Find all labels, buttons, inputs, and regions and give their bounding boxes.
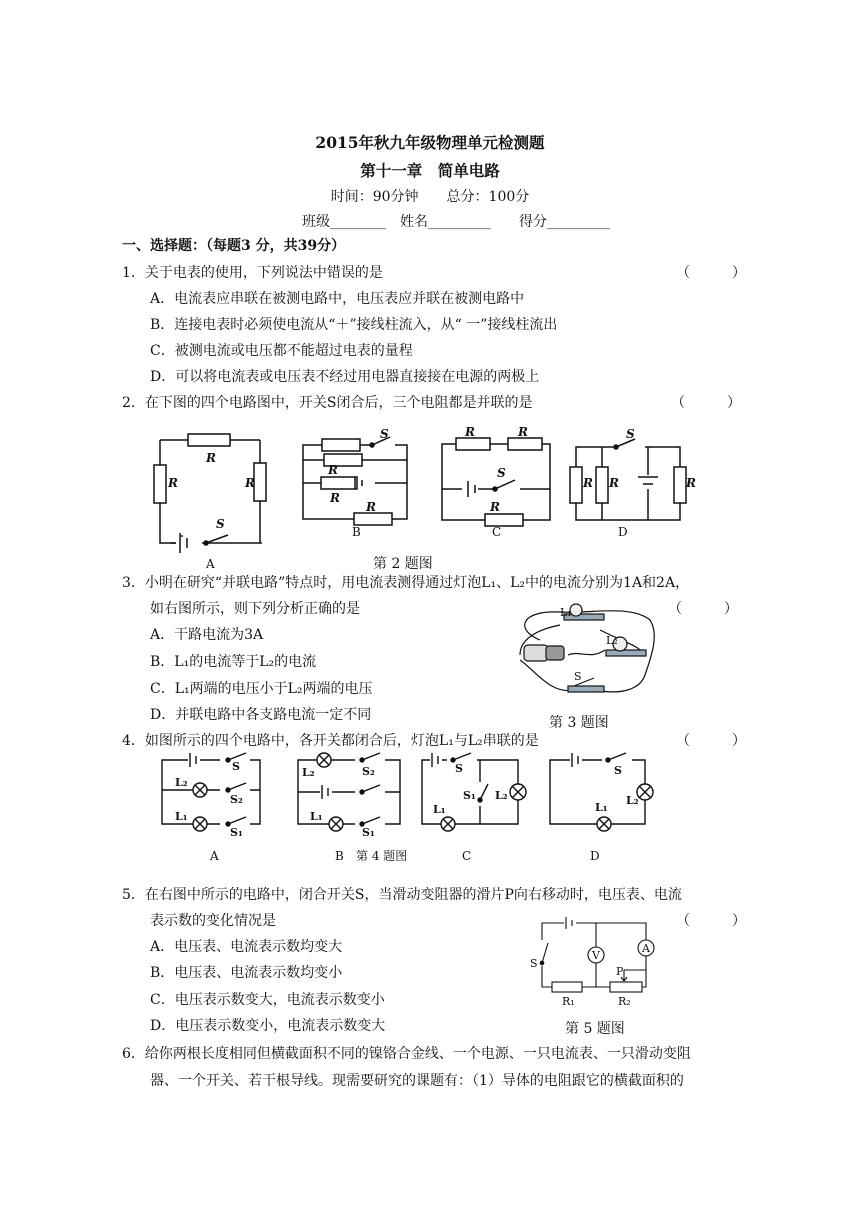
q4-circuit-d — [550, 753, 653, 831]
q5-voltmeter-label: V — [592, 949, 600, 962]
q2a-r-label-left: R — [168, 476, 178, 490]
q4-circuit-b — [298, 753, 400, 839]
q2c-r-label-2: R — [518, 425, 528, 439]
q5-option-b: B．电压表、电流表示数均变小 — [150, 965, 343, 981]
q4-circuit-c — [422, 753, 526, 831]
q2-stem: 2．在下图的四个电路图中，开关S闭合后，三个电阻都是并联的是 — [122, 395, 533, 411]
q5-stem-line2: 表示数的变化情况是 — [150, 913, 276, 929]
q4c-l2-label: L₂ — [495, 789, 508, 802]
q4-letter-a: A — [210, 849, 219, 863]
q6-line2: 器、一个开关、若干根导线。现需要研究的课题有：（1）导体的电阻跟它的横截面积的 — [150, 1073, 684, 1089]
q4d-l2-label: L₂ — [626, 794, 639, 807]
q2-letter-a: A — [206, 557, 215, 571]
q2-answer-bracket: （ ） — [671, 395, 741, 411]
q3-option-c: C．L₁两端的电压小于L₂两端的电压 — [150, 681, 373, 697]
q4d-l1-label: L₁ — [595, 801, 608, 814]
q2b-r-label-1: R — [328, 463, 338, 477]
q4-stem: 4．如图所示的四个电路中，各开关都闭合后，灯泡L₁与L₂串联的是 — [122, 733, 539, 749]
q2d-r-label-1: R — [583, 476, 593, 490]
q5-option-d: D．电压表示数变小，电流表示数变大 — [150, 1018, 386, 1034]
q5-caption: 第 5 题图 — [565, 1021, 625, 1037]
q5-r2-label: R₂ — [618, 995, 631, 1008]
q2c-r-label-3: R — [490, 500, 500, 514]
q3-option-a: A．干路电流为3A — [150, 627, 264, 643]
q5-s-label: S — [530, 957, 538, 970]
q5-stem-line1: 5．在右图中所示的电路中，闭合开关S，当滑动变阻器的滑片P向右移动时，电压表、电流 — [122, 887, 682, 903]
q1-option-d: D．可以将电流表或电压表不经过用电器直接接在电源的两极上 — [150, 369, 540, 385]
q4a-s2-label: S₂ — [230, 793, 243, 806]
q4-caption: 第 4 题图 — [356, 849, 408, 863]
q6-line1: 6．给你两根长度相同但横截面积不同的镍铬合金线、一个电源、一只电流表、一只滑动变阻 — [122, 1046, 691, 1062]
q4c-l1-label: L₁ — [433, 803, 446, 816]
q4b-s2-label: S₂ — [362, 765, 375, 778]
q3-s-label: S — [574, 670, 582, 683]
q4-letter-d: D — [590, 849, 600, 863]
q5-p-label: P — [616, 965, 624, 978]
exam-title: 2015年秋九年级物理单元检测题 — [315, 133, 545, 152]
q2d-s-label: S — [626, 427, 635, 441]
q4-circuit-figures — [150, 750, 670, 868]
q5-r1-label: R₁ — [562, 995, 575, 1008]
student-info-fields: 班级________ 姓名_________ 得分_________ — [302, 214, 610, 230]
q4-letter-b: B — [335, 849, 344, 863]
q2-circuit-d — [570, 427, 696, 539]
q2b-r-label-3: R — [366, 500, 376, 514]
q1-option-b: B．连接电表时必须使电流从“＋”接线柱流入，从“ 一”接线柱流出 — [150, 317, 558, 333]
q2b-r-label-2: R — [330, 491, 340, 505]
q3-caption: 第 3 题图 — [549, 715, 609, 731]
q2-letter-b: B — [352, 525, 361, 539]
q2b-s-label: S — [380, 427, 389, 441]
q2-circuit-b — [303, 427, 410, 539]
q4a-l1-label: L₁ — [175, 810, 188, 823]
q3-l1-label: L₁ — [560, 606, 572, 619]
q2d-r-label-3: R — [686, 476, 696, 490]
q3-stem-line2: 如右图所示，则下列分析正确的是 — [150, 601, 360, 617]
q4b-l1-label: L₁ — [310, 810, 323, 823]
q2-circuit-c — [442, 425, 550, 539]
q2d-r-label-2: R — [609, 476, 619, 490]
q4b-l2-label: L₂ — [302, 766, 315, 779]
q5-answer-bracket: （ ） — [676, 913, 746, 929]
q3-stem-line1: 3．小明在研究“并联电路”特点时，用电流表测得通过灯泡L₁、L₂中的电流分别为1A和2A， — [122, 575, 690, 591]
q3-parallel-circuit-photo — [510, 600, 660, 712]
q4-circuit-a — [162, 752, 260, 839]
q1-stem: 1．关于电表的使用，下列说法中错误的是 — [122, 265, 383, 281]
q4b-s1-label: S₁ — [362, 826, 375, 839]
q4a-s-label: S — [232, 760, 240, 773]
q4a-s1-label: S₁ — [230, 826, 243, 839]
q2c-s-label: S — [497, 466, 506, 480]
q2c-r-label-1: R — [465, 425, 475, 439]
q5-ammeter-label: A — [642, 942, 650, 955]
q1-option-a: A．电流表应串联在被测电路中，电压表应并联在被测电路中 — [150, 291, 525, 307]
q4a-l2-label: L₂ — [175, 776, 188, 789]
q2-circuit-a — [154, 434, 266, 571]
chapter-title: 第十一章 简单电路 — [360, 161, 500, 180]
q2a-r-label-right: R — [245, 476, 255, 490]
time-score-line: 时间：90分钟 总分：100分 — [330, 189, 530, 205]
q2a-s-label: S — [216, 517, 225, 531]
q1-answer-bracket: （ ） — [676, 265, 746, 281]
q4-letter-c: C — [462, 849, 472, 863]
q4c-s1-label: S₁ — [463, 789, 476, 802]
q4-answer-bracket: （ ） — [676, 733, 746, 749]
q2-caption: 第 2 题图 — [373, 556, 433, 572]
q3-l2-label: L₂ — [606, 634, 618, 647]
q5-option-a: A．电压表、电流表示数均变大 — [150, 939, 343, 955]
q3-answer-bracket: （ ） — [668, 601, 738, 617]
q2a-r-label-top: R — [206, 451, 216, 465]
q5-circuit-figure — [528, 915, 663, 1010]
section-heading: 一、选择题：（每题3 分，共39分） — [122, 238, 346, 254]
q4c-s-label: S — [455, 762, 463, 775]
q3-option-b: B．L₁的电流等于L₂的电流 — [150, 654, 317, 670]
q4d-s-label: S — [614, 764, 622, 777]
q5-option-c: C．电压表示数变大，电流表示数变小 — [150, 992, 385, 1008]
q2-letter-c: C — [492, 525, 502, 539]
q3-option-d: D．并联电路中各支路电流一定不同 — [150, 707, 372, 723]
q2-letter-d: D — [618, 525, 628, 539]
q1-option-c: C．被测电流或电压都不能超过电表的量程 — [150, 343, 413, 359]
